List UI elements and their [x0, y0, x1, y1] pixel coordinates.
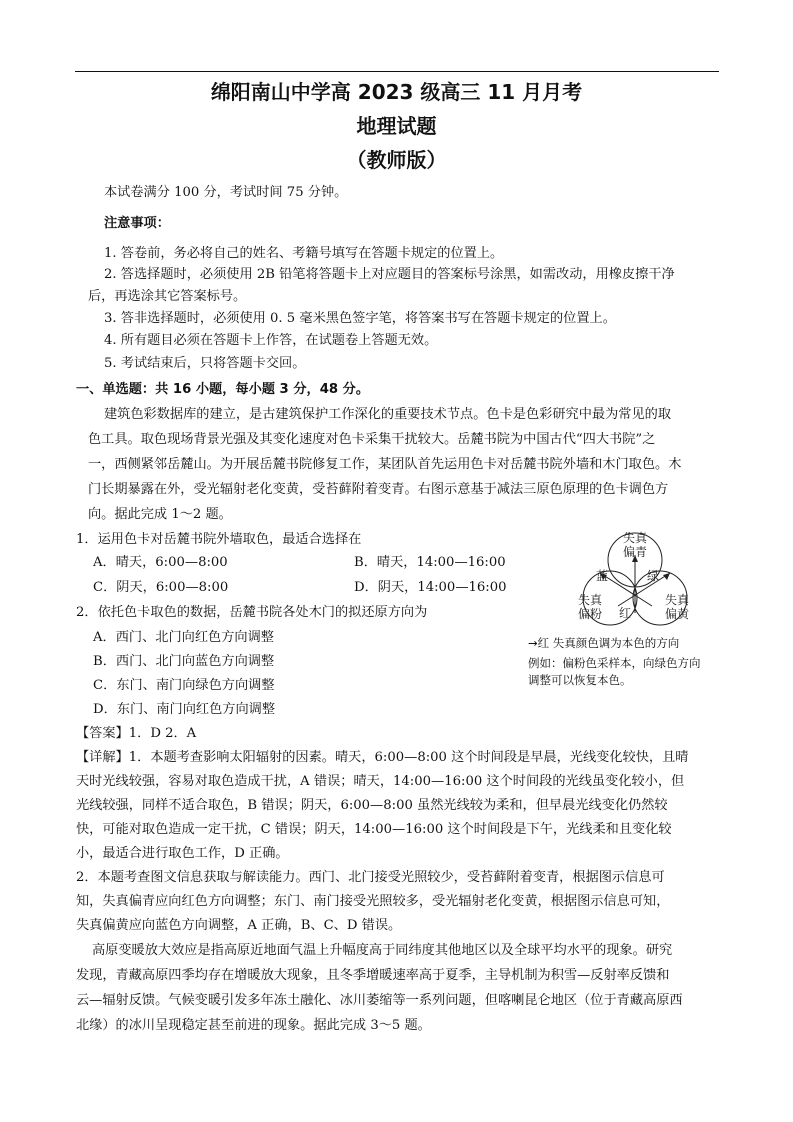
explain2-line: 2．本题考查图文信息获取与解读能力。西门、北门接受光照较少，受苔藓附着变青，根据图示信息可 — [76, 870, 665, 885]
label-left-1: 失真 — [577, 593, 603, 607]
explain1-line: 光线较强，同样不适合取色，B 错误；阴天，6:00—8:00 虽然光线较为柔和，但早晨光线变化仍然较 — [76, 798, 668, 813]
figure-note: 调整可以恢复本色。 — [528, 673, 632, 687]
label-right-2: 偏黄 — [664, 607, 690, 621]
explain1-line: 天时光线较强，容易对取色造成干扰，A 错误；晴天，14:00—16:00 这个时间段的光线虽变化较小，但 — [76, 774, 685, 789]
label-right-1: 失真 — [664, 593, 690, 607]
notice-item: 5. 考试结束后，只将答题卡交回。 — [104, 356, 306, 371]
color-card-diagram — [560, 525, 710, 640]
label-red: 红 — [618, 606, 632, 620]
q1-stem: 1．运用色卡对岳麓书院外墙取色，最适合选择在 — [76, 532, 362, 547]
passage1-line: 一，西侧紧邻岳麓山。为开展岳麓书院修复工作，某团队首先运用色卡对岳麓书院外墙和木门取色。木 — [88, 457, 682, 472]
figure-legend: →红 失真颜色调为本色的方向 — [528, 636, 680, 650]
explain2-line: 失真偏黄应向蓝色方向调整，A 正确，B、C、D 错误。 — [76, 918, 402, 933]
intro-text: 本试卷满分 100 分，考试时间 75 分钟。 — [104, 185, 348, 200]
q2-stem: 2．依托色卡取色的数据，岳麓书院各处木门的拟还原方向为 — [76, 605, 428, 620]
q2-option-c: C．东门、南门向绿色方向调整 — [93, 678, 275, 693]
notice-item: 2. 答选择题时，必须使用 2B 铅笔将答题卡上对应题目的答案标号涂黑，如需改动，用橡皮擦干净 — [104, 267, 675, 282]
explain2-line: 知，失真偏青应向红色方向调整；东门、南门接受光照较多，受光辐射老化变黄，根据图示信息可知， — [76, 894, 670, 909]
q1-option-d: D．阴天，14:00—16:00 — [354, 580, 507, 595]
notice-item: 4. 所有题目必须在答题卡上作答，在试题卷上答题无效。 — [104, 333, 438, 348]
q2-option-d: D．东门、南门向红色方向调整 — [93, 702, 276, 717]
q1-option-c: C．阴天，6:00—8:00 — [93, 580, 229, 595]
label-top-2: 偏青 — [622, 545, 648, 559]
header-rule — [75, 71, 719, 72]
passage2-line: 云—辐射反馈。气候变暖引发多年冻土融化、冰川萎缩等一系列问题，但喀喇昆仑地区（位于青藏高原西 — [76, 993, 683, 1008]
notice-item: 后，再选涂其它答案标号。 — [88, 289, 247, 304]
notice-item: 3. 答非选择题时，必须使用 0. 5 毫米黑色签字笔，将答案书写在答题卡规定的位置上。 — [104, 311, 616, 326]
exam-title: 绵阳南山中学高 2023 级高三 11 月月考 — [210, 80, 583, 104]
passage2-line: 高原变暖放大效应是指高原近地面气温上升幅度高于同纬度其他地区以及全球平均水平的现象。研究 — [92, 943, 673, 958]
passage1-line: 门长期暴露在外，受光辐射老化变黄，受苔藓附着变青。右图示意基于减法三原色原理的色卡调色方 — [88, 482, 669, 497]
figure-note: 例如：偏粉色采样本，向绿色方向 — [528, 656, 701, 670]
exam-version: （教师版） — [346, 148, 447, 172]
explain1-line: 快，可能对取色造成一定干扰，C 错误；阴天，14:00—16:00 这个时间段是下午，光线柔和且变化较 — [76, 822, 672, 837]
passage1-line: 色工具。取色现场背景光强及其变化速度对色卡采集干扰较大。岳麓书院为中国古代“四大书院”之 — [88, 432, 656, 447]
passage1-line: 向。据此完成 1～2 题。 — [88, 507, 232, 522]
q1-option-a: A．晴天，6:00—8:00 — [93, 555, 228, 570]
passage1-line: 建筑色彩数据库的建立，是古建筑保护工作深化的重要技术节点。色卡是色彩研究中最为常见的取 — [104, 407, 672, 422]
answer-line: 【答案】1．D 2．A — [76, 726, 197, 741]
notice-heading: 注意事项： — [104, 216, 170, 231]
q2-option-b: B．西门、北门向蓝色方向调整 — [93, 654, 275, 669]
explain1-line: 小，最适合进行取色工作，D 正确。 — [76, 846, 289, 861]
notice-item: 1. 答卷前，务必将自己的姓名、考籍号填写在答题卡规定的位置上。 — [104, 246, 504, 261]
explain1-line: 【详解】1．本题考查影响太阳辐射的因素。晴天，6:00—8:00 这个时间段是早晨，光线变化较快，且晴 — [76, 750, 689, 765]
label-green: 绿 — [646, 569, 660, 583]
passage2-line: 北缘）的冰川呈现稳定甚至前进的现象。据此完成 3～5 题。 — [76, 1018, 431, 1033]
exam-subject: 地理试题 — [356, 114, 437, 138]
passage2-line: 发现，青藏高原四季均存在增暖放大现象，且冬季增暖速率高于夏季，主导机制为积雪—反射率反馈和 — [76, 968, 670, 983]
label-blue: 蓝 — [595, 569, 609, 583]
q2-option-a: A．西门、北门向红色方向调整 — [93, 630, 274, 645]
q1-option-b: B．晴天，14:00—16:00 — [354, 555, 506, 570]
section-heading: 一、单选题：共 16 小题，每小题 3 分，48 分。 — [76, 382, 370, 397]
label-left-2: 偏粉 — [577, 607, 603, 621]
label-top-1: 失真 — [622, 531, 648, 545]
